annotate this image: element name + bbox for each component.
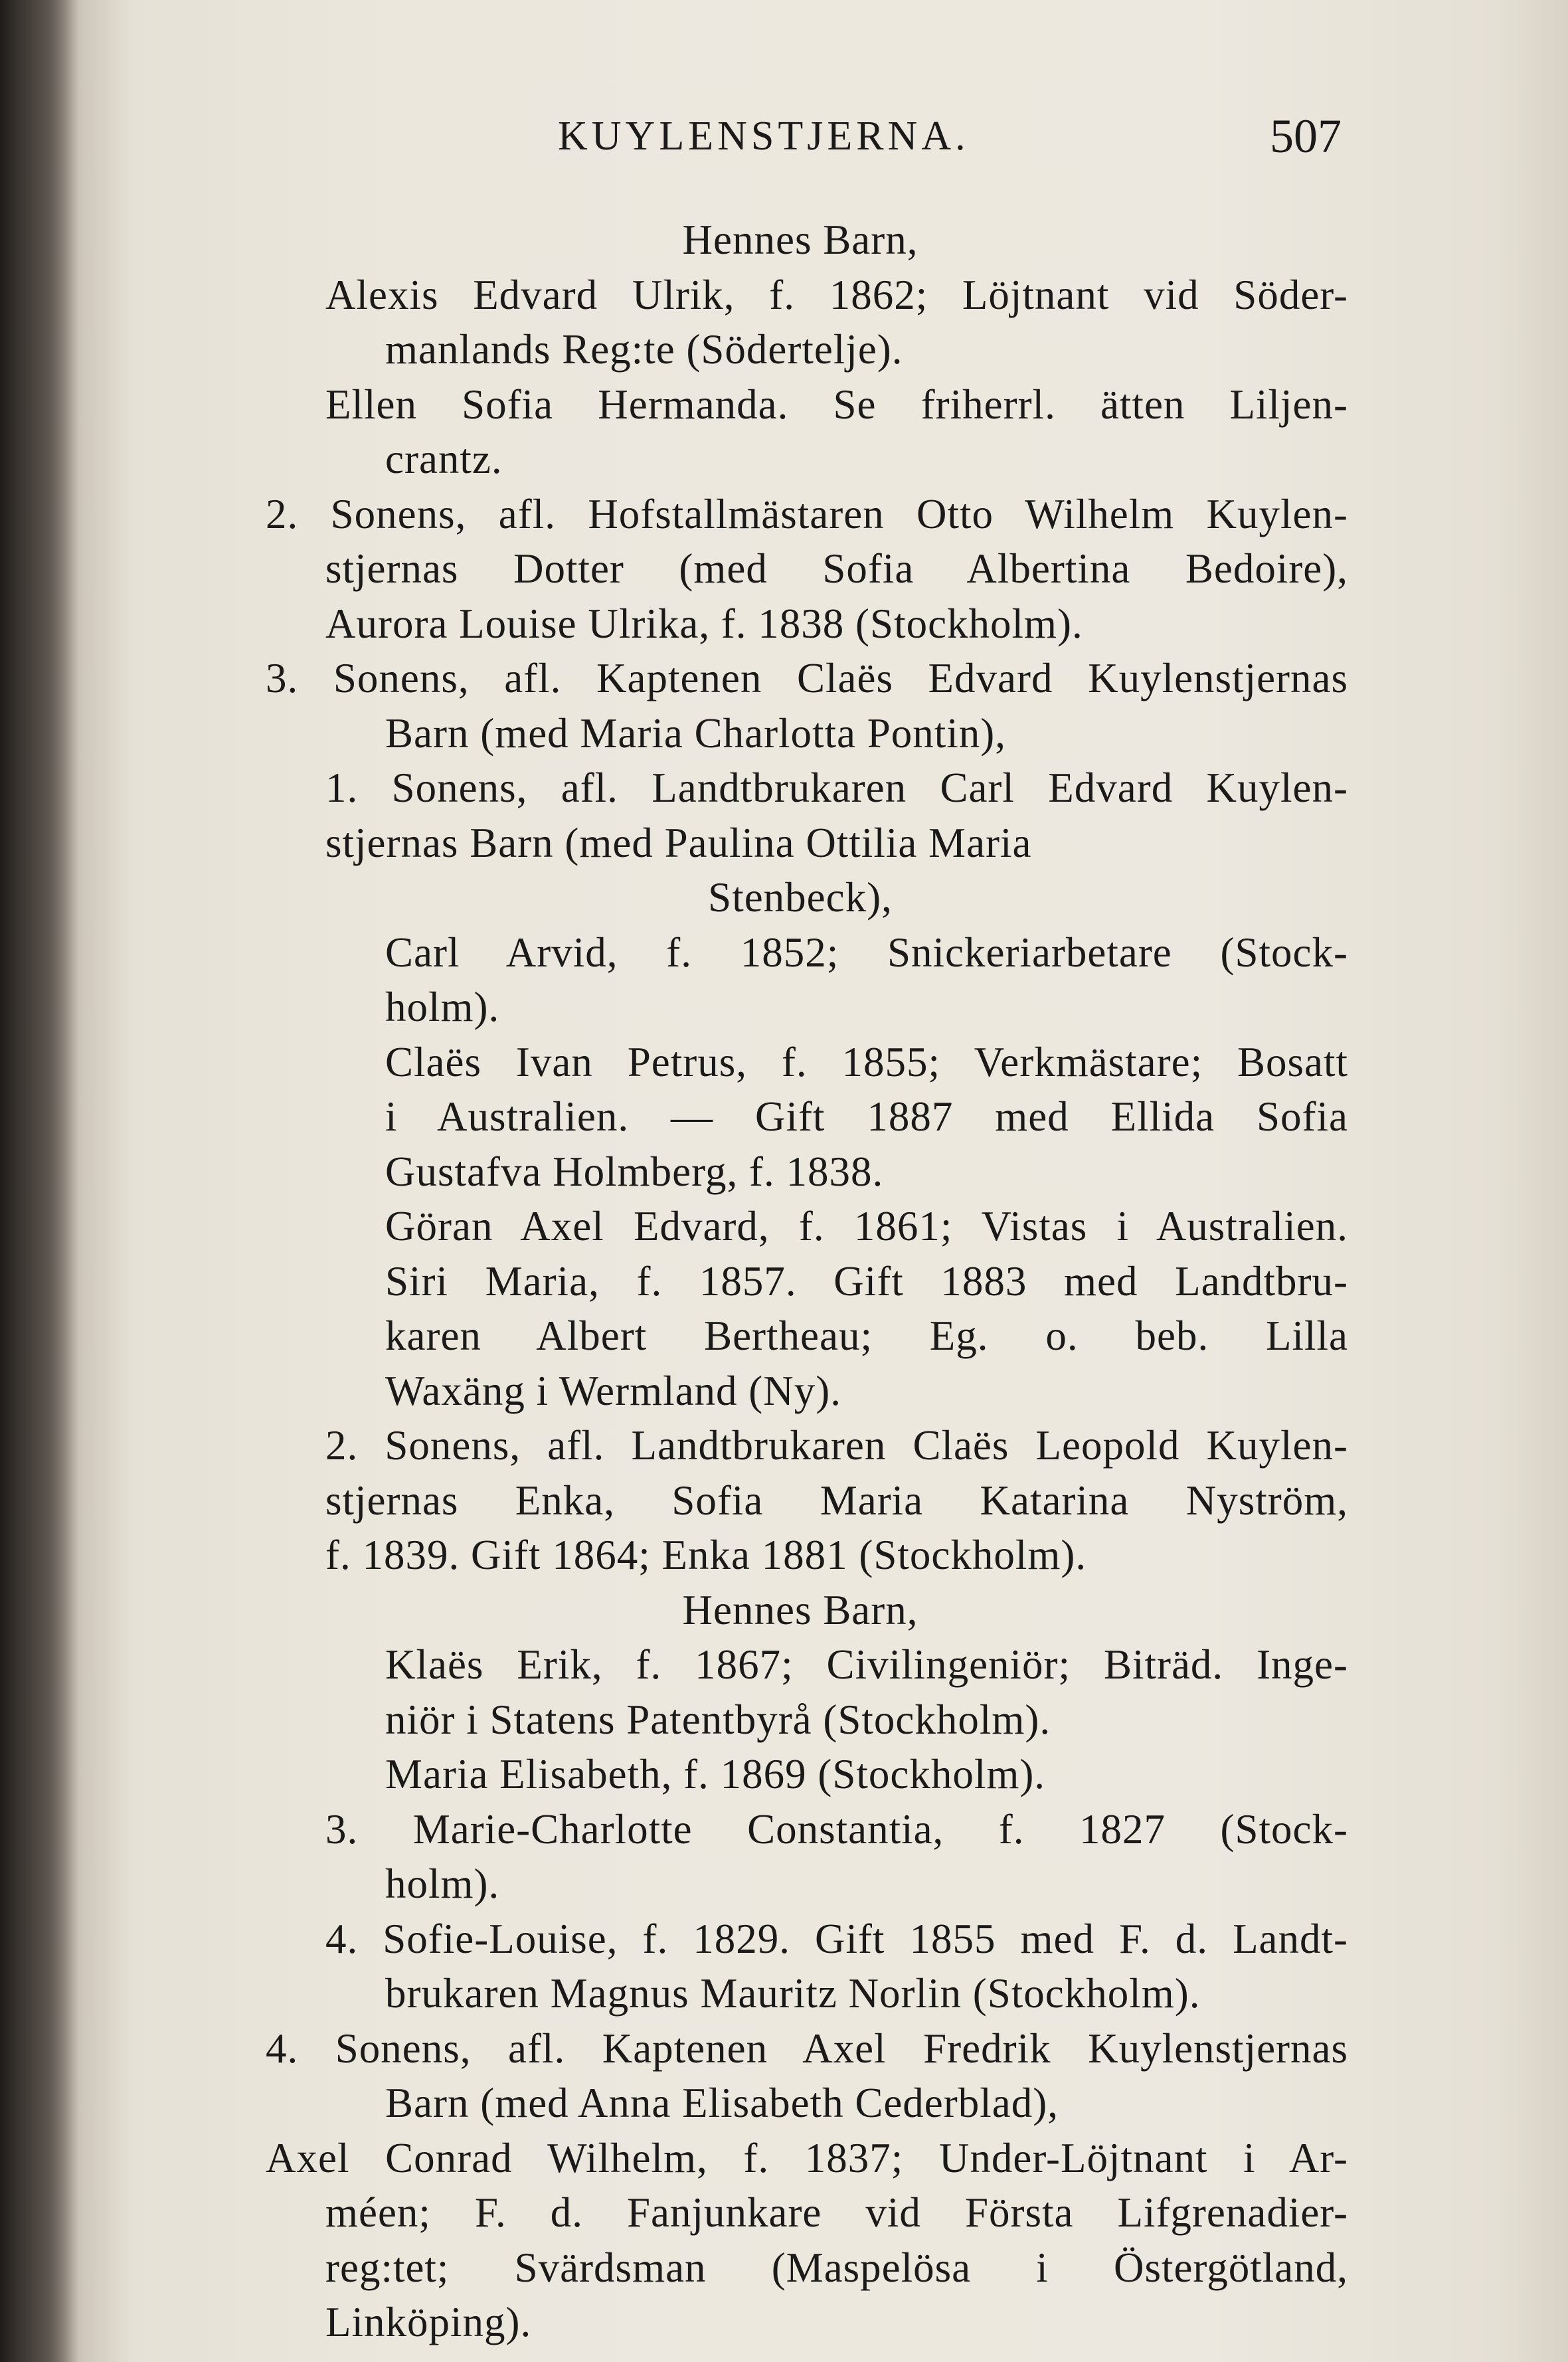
- book-binding-shadow: [0, 0, 80, 2362]
- text-line: Stenbeck),: [708, 874, 893, 921]
- text-line: karen Albert Bertheau; Eg. o. beb. Lilla: [385, 1313, 1348, 1359]
- text-line: f. 1839. Gift 1864; Enka 1881 (Stockholm).: [325, 1532, 1087, 1578]
- text-line: Carl Arvid, f. 1852; Snickeriarbetare (Stock-: [385, 929, 1348, 976]
- text-line: Aurora Louise Ulrika, f. 1838 (Stockholm).: [325, 600, 1083, 647]
- text-line: stjernas Dotter (med Sofia Albertina Bedoire),: [325, 545, 1348, 592]
- text-line: méen; F. d. Fanjunkare vid Första Lifgrenadier-: [325, 2189, 1348, 2236]
- text-line: holm).: [385, 984, 500, 1030]
- text-line: Gustafva Holmberg, f. 1838.: [385, 1148, 884, 1195]
- text-line: Siri Maria, f. 1857. Gift 1883 med Landtbru-: [385, 1257, 1348, 1305]
- text-line: holm).: [385, 1861, 500, 1907]
- text-line: Barn (med Anna Elisabeth Cederblad),: [385, 2080, 1059, 2126]
- text-line: 4. Sonens, afl. Kaptenen Axel Fredrik Kuylenstjernas: [266, 2025, 1348, 2072]
- text-line: reg:tet; Svärdsman (Maspelösa i Östergötland,: [325, 2244, 1348, 2291]
- genealogy-text: [252, 213, 1348, 2350]
- text-line: Barn (med Maria Charlotta Pontin),: [385, 709, 1007, 757]
- text-line: manlands Reg:te (Södertelje).: [385, 326, 903, 373]
- text-line: Alexis Edvard Ulrik, f. 1862; Löjtnant vid Söder-: [325, 271, 1348, 318]
- text-line: Linköping).: [325, 2299, 532, 2345]
- text-line: brukaren Magnus Mauritz Norlin (Stockholm).: [385, 1970, 1201, 2017]
- text-line: 2. Sonens, afl. Hofstallmästaren Otto Wilhelm Kuylen-: [266, 490, 1348, 537]
- text-line: 2. Sonens, afl. Landtbrukaren Claës Leopold Kuylen-: [325, 1422, 1348, 1469]
- text-line: niör i Statens Patentbyrå (Stockholm).: [385, 1696, 1051, 1743]
- book-page: [252, 100, 1348, 2345]
- text-line: Waxäng i Wermland (Ny).: [385, 1367, 841, 1414]
- page-header: [252, 110, 1348, 173]
- text-line: Claës Ivan Petrus, f. 1855; Verkmästare; Bosatt: [385, 1038, 1348, 1085]
- text-line: 3. Marie-Charlotte Constantia, f. 1827 (Stock-: [325, 1805, 1348, 1853]
- text-line: crantz.: [385, 436, 503, 482]
- running-head: KUYLENSTJERNA.: [558, 114, 970, 159]
- text-line: Hennes Barn,: [682, 217, 918, 263]
- text-line: Maria Elisabeth, f. 1869 (Stockholm).: [385, 1751, 1046, 1797]
- text-line: Hennes Barn,: [682, 1586, 918, 1633]
- page-number: 507: [1270, 110, 1342, 163]
- text-line: stjernas Barn (med Paulina Ottilia Maria: [325, 819, 1032, 866]
- text-line: Axel Conrad Wilhelm, f. 1837; Under-Löjtnant i Ar-: [266, 2134, 1348, 2181]
- text-line: Klaës Erik, f. 1867; Civilingeniör; Biträd. Inge-: [385, 1641, 1348, 1688]
- text-line: 4. Sofie-Louise, f. 1829. Gift 1855 med F. d. Landt-: [325, 1915, 1348, 1962]
- text-line: Ellen Sofia Hermanda. Se friherrl. ätten Liljen-: [325, 381, 1348, 428]
- text-line: stjernas Enka, Sofia Maria Katarina Nyström,: [325, 1477, 1348, 1524]
- text-line: 1. Sonens, afl. Landtbrukaren Carl Edvard Kuylen-: [325, 765, 1348, 811]
- text-line: i Australien. — Gift 1887 med Ellida Sofia: [385, 1093, 1348, 1140]
- text-line: Göran Axel Edvard, f. 1861; Vistas i Australien.: [385, 1203, 1348, 1249]
- text-line: 3. Sonens, afl. Kaptenen Claës Edvard Kuylenstjernas: [266, 655, 1348, 701]
